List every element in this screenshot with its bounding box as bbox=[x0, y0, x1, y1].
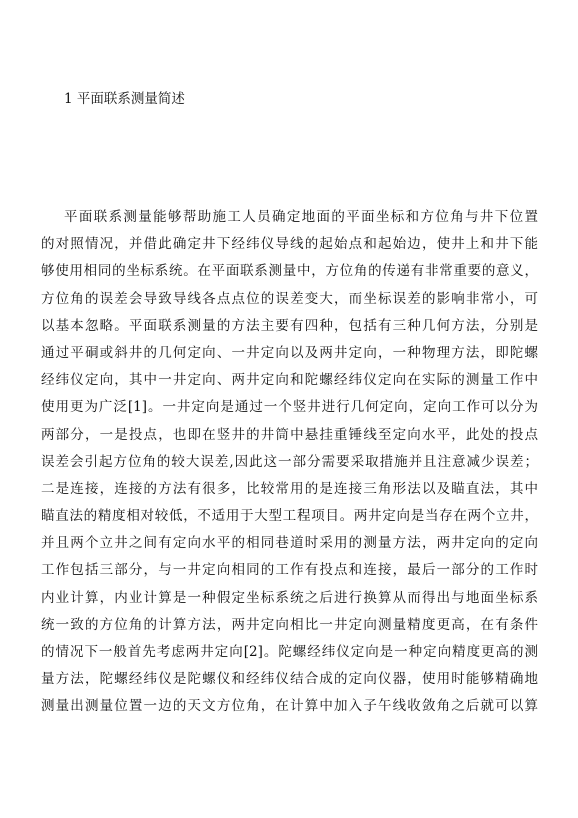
paragraph-line: 使用更为广泛[1]。一井定向是通过一个竖井进行几何定向，定向工作可以分为 bbox=[41, 399, 538, 416]
paragraph-line: 两部分，一是投点，也即在竖井的井筒中悬挂重锤线至定向水平，此处的投点 bbox=[41, 426, 538, 443]
paragraph-line: 经纬仪定向，其中一井定向、两井定向和陀螺经纬仪定向在实际的测量工作中 bbox=[41, 372, 538, 389]
paragraph-line: 平面联系测量能够帮助施工人员确定地面的平面坐标和方位角与井下位置 bbox=[64, 209, 538, 225]
body-paragraph bbox=[41, 204, 538, 721]
section-heading: 1 平面联系测量简述 bbox=[64, 91, 185, 107]
paragraph-line: 二是连接，连接的方法有很多，比较常用的是连接三角形法以及瞄直法，其中 bbox=[41, 480, 538, 497]
paragraph-line: 并且两个立井之间有定向水平的相同巷道时采用的测量方法，两井定向的定向 bbox=[41, 535, 538, 552]
paragraph-line: 瞄直法的精度相对较低，不适用于大型工程项目。两井定向是当存在两个立井， bbox=[41, 508, 538, 525]
paragraph-line: 统一致的方位角的计算方法，两井定向相比一井定向测量精度更高，在有条件 bbox=[41, 616, 538, 633]
paragraph-line: 测量出测量位置一边的天文方位角，在计算中加入子午线收敛角之后就可以算 bbox=[41, 698, 538, 715]
paragraph-line: 通过平硐或斜井的几何定向、一井定向以及两井定向，一种物理方法，即陀螺 bbox=[41, 344, 538, 361]
paragraph-line: 误差会引起方位角的较大误差,因此这一部分需要采取措施并且注意减少误差； bbox=[41, 453, 538, 470]
paragraph-line: 够使用相同的坐标系统。在平面联系测量中，方位角的传递有非常重要的意义， bbox=[41, 263, 538, 280]
paragraph-line: 量方法，陀螺经纬仪是陀螺仪和经纬仪结合成的定向仪器，使用时能够精确地 bbox=[41, 671, 538, 688]
paragraph-line: 内业计算，内业计算是一种假定坐标系统之后进行换算从而得出与地面坐标系 bbox=[41, 589, 538, 606]
paragraph-line: 的对照情况，并借此确定井下经纬仪导线的起始点和起始边，使井上和井下能 bbox=[41, 236, 538, 253]
paragraph-line: 工作包括三部分，与一井定向相同的工作有投点和连接，最后一部分的工作时 bbox=[41, 562, 538, 579]
paragraph-line: 方位角的误差会导致导线各点点位的误差变大，而坐标误差的影响非常小，可 bbox=[41, 290, 538, 307]
paragraph-line: 以基本忽略。平面联系测量的方法主要有四种，包括有三种几何方法，分别是 bbox=[41, 317, 538, 334]
paragraph-line: 的情况下一般首先考虑两井定向[2]。陀螺经纬仪定向是一种定向精度更高的测 bbox=[41, 644, 538, 660]
